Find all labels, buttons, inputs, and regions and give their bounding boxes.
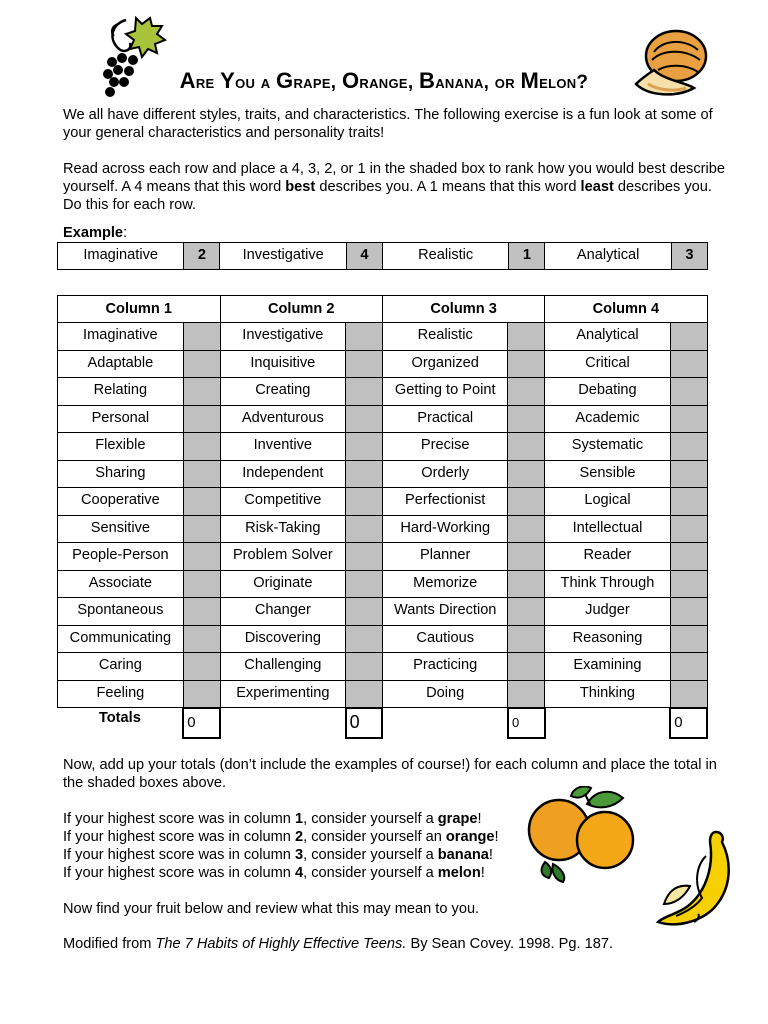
example-score-box: 4 [346,243,382,270]
score-box[interactable] [183,323,220,351]
add-up-paragraph: Now, add up your totals (don’t include the examples of course!) for each column and place the total in the shaded boxes above. [63,757,717,791]
trait-word: Realistic [382,323,508,351]
table-row [58,323,708,351]
result-fruit: grape [437,811,478,827]
total-box-column-4[interactable]: 0 [670,708,707,738]
trait-word: Imaginative [58,323,184,351]
score-box[interactable] [346,598,383,626]
score-box[interactable] [670,405,707,433]
trait-word: Personal [58,405,184,433]
score-box[interactable] [670,378,707,406]
trait-word: Organized [382,350,508,378]
score-box[interactable] [346,515,383,543]
intro-paragraph: We all have different styles, traits, and characteristics. The following exercise is a fun look at some of your general characteristics and personality traits! [63,107,713,141]
score-box[interactable] [346,460,383,488]
score-box[interactable] [183,378,220,406]
score-box[interactable] [183,543,220,571]
column-header: Column 1 [58,296,221,323]
result-text: ! [477,811,482,827]
column-header: Column 3 [382,296,544,323]
ranking-table [57,295,708,739]
result-column: 3 [294,847,304,863]
trait-word: Planner [382,543,508,571]
table-row [58,680,708,708]
trait-word: Competitive [220,488,346,516]
score-box[interactable] [670,543,707,571]
score-box[interactable] [183,433,220,461]
score-box[interactable] [670,433,707,461]
totals-spacer [382,708,508,738]
score-box[interactable] [508,405,545,433]
score-box[interactable] [346,378,383,406]
trait-word: Problem Solver [220,543,346,571]
trait-word: Hard-Working [382,515,508,543]
result-column: 4 [294,865,304,881]
trait-word: Practicing [382,653,508,681]
trait-word: Changer [220,598,346,626]
example-row [58,243,708,270]
trait-word: Flexible [58,433,184,461]
score-box[interactable] [508,378,545,406]
instructions-emphasis: best [285,179,316,195]
title-initial: Y [220,68,236,93]
citation-book-title: The 7 Habits of Highly Effective Teens. [155,936,407,952]
score-box[interactable] [183,653,220,681]
column-header: Column 2 [220,296,382,323]
example-word: Realistic [382,243,508,270]
trait-word: Experimenting [220,680,346,708]
title-initial: O [341,68,360,93]
trait-word: Getting to Point [382,378,508,406]
table-row [58,543,708,571]
trait-word: Communicating [58,625,184,653]
trait-word: Spontaneous [58,598,184,626]
trait-word: Intellectual [545,515,670,543]
trait-word: Perfectionist [382,488,508,516]
title-initial: M [520,68,540,93]
score-box[interactable] [508,515,545,543]
example-score-box: 1 [509,243,545,270]
score-box[interactable] [508,570,545,598]
example-label [63,225,127,241]
score-box[interactable] [183,570,220,598]
table-row [58,433,708,461]
table-row [58,570,708,598]
score-box[interactable] [670,323,707,351]
table-row [58,378,708,406]
trait-word: Originate [220,570,346,598]
result-fruit: banana [437,847,489,863]
score-box[interactable] [346,350,383,378]
table-row [58,598,708,626]
instructions-text: describes you. Do this for each row. [63,179,712,213]
score-box[interactable] [508,598,545,626]
score-box[interactable] [508,488,545,516]
total-box-column-1[interactable]: 0 [183,708,220,738]
example-colon: : [123,225,128,241]
find-fruit-paragraph: Now find your fruit below and review what this may mean to you. [63,901,480,917]
score-box[interactable] [183,460,220,488]
trait-word: Cooperative [58,488,184,516]
score-box[interactable] [508,433,545,461]
score-box[interactable] [508,323,545,351]
totals-spacer [220,708,346,738]
result-text: , consider yourself a [303,847,438,863]
trait-word: Judger [545,598,670,626]
score-box[interactable] [183,680,220,708]
result-line [63,846,533,864]
result-text: , consider yourself a [303,865,438,881]
trait-word: Adventurous [220,405,346,433]
table-row [58,350,708,378]
trait-word: Inventive [220,433,346,461]
score-box[interactable] [508,543,545,571]
trait-word: Independent [220,460,346,488]
trait-word: Adaptable [58,350,184,378]
result-fruit: orange [445,829,495,845]
oranges-icon [525,786,645,886]
trait-word: Wants Direction [382,598,508,626]
score-box[interactable] [508,460,545,488]
table-row [58,653,708,681]
trait-word: Feeling [58,680,184,708]
score-box[interactable] [346,653,383,681]
trait-word: Relating [58,378,184,406]
table-header-row [58,296,708,323]
score-box[interactable] [346,680,383,708]
result-text: If your highest score was in column [63,811,295,827]
trait-word: Examining [545,653,670,681]
instructions-emphasis: least [580,179,614,195]
score-box[interactable] [346,488,383,516]
trait-word: Sharing [58,460,184,488]
trait-word: Critical [545,350,670,378]
score-box[interactable] [508,680,545,708]
score-box[interactable] [183,488,220,516]
totals-row [58,708,708,738]
trait-word: Investigative [220,323,346,351]
result-text: ! [480,865,485,881]
trait-word: Systematic [545,433,670,461]
score-box[interactable] [183,625,220,653]
title-text: ou a [235,72,277,93]
trait-word: Academic [545,405,670,433]
result-line [63,810,533,828]
results-list [63,810,533,882]
result-text: , consider yourself an [303,829,446,845]
total-box-column-3[interactable]: 0 [508,708,545,738]
trait-word: Thinking [545,680,670,708]
trait-word: Reasoning [545,625,670,653]
trait-word: Logical [545,488,670,516]
title-text: anana, or [435,72,521,93]
example-table [57,242,708,270]
trait-word: Reader [545,543,670,571]
trait-word: Think Through [545,570,670,598]
column-header: Column 4 [545,296,707,323]
score-box[interactable] [346,433,383,461]
result-column: 1 [294,811,304,827]
trait-word: Memorize [382,570,508,598]
table-row [58,515,708,543]
score-box[interactable] [670,350,707,378]
trait-word: Debating [545,378,670,406]
example-label-text: Example [63,225,124,241]
title-text: range, [359,72,419,93]
score-box[interactable] [670,460,707,488]
trait-word: Precise [382,433,508,461]
trait-word: Sensible [545,460,670,488]
table-body [58,323,708,708]
instructions-text: describes you. A 1 means that this word [315,179,581,195]
trait-word: Doing [382,680,508,708]
citation-text: By Sean Covey. 1998. Pg. 187. [406,936,614,952]
trait-word: Discovering [220,625,346,653]
example-word: Investigative [220,243,346,270]
totals-spacer [545,708,670,738]
title-initial: G [276,68,294,93]
result-column: 2 [294,829,304,845]
score-box[interactable] [508,625,545,653]
score-box[interactable] [183,515,220,543]
score-box[interactable] [346,323,383,351]
trait-word: Cautious [382,625,508,653]
score-box[interactable] [508,350,545,378]
result-text: If your highest score was in column [63,865,295,881]
trait-word: Caring [58,653,184,681]
score-box[interactable] [670,570,707,598]
title-text: re [195,72,221,93]
score-box[interactable] [670,680,707,708]
result-text: If your highest score was in column [63,829,295,845]
table-row [58,625,708,653]
result-line [63,828,533,846]
score-box[interactable] [670,625,707,653]
citation-text: Modified from [63,936,156,952]
title-text: elon? [539,72,589,93]
example-score-box: 3 [671,243,707,270]
result-text: If your highest score was in column [63,847,295,863]
trait-word: Inquisitive [220,350,346,378]
result-line [63,864,533,882]
page-title [0,68,768,94]
instructions-paragraph [63,160,733,214]
title-text: rape, [293,72,342,93]
trait-word: Challenging [220,653,346,681]
score-box[interactable] [670,488,707,516]
trait-word: Creating [220,378,346,406]
score-box[interactable] [183,598,220,626]
banana-icon [650,826,740,930]
trait-word: People-Person [58,543,184,571]
result-text: ! [494,829,499,845]
instructions-text: Read across each row and place a 4, 3, 2, or 1 in the shaded box to rank how you would best describe yourself. A 4 means that this word [63,161,725,195]
example-word: Imaginative [58,243,184,270]
totals-label: Totals [98,710,141,726]
trait-word: Practical [382,405,508,433]
score-box[interactable] [346,543,383,571]
example-score-box: 2 [184,243,220,270]
score-box[interactable] [183,350,220,378]
table-row [58,488,708,516]
score-box[interactable] [670,653,707,681]
citation [63,935,733,953]
result-fruit: melon [437,865,481,881]
total-box-column-2[interactable]: 0 [346,708,383,738]
score-box[interactable] [670,598,707,626]
table-row [58,405,708,433]
score-box[interactable] [346,625,383,653]
result-text: , consider yourself a [303,811,438,827]
score-box[interactable] [183,405,220,433]
trait-word: Risk-Taking [220,515,346,543]
score-box[interactable] [346,570,383,598]
title-initial: B [418,68,436,93]
example-word: Analytical [545,243,671,270]
table-row [58,460,708,488]
trait-word: Orderly [382,460,508,488]
title-initial: A [179,68,196,93]
trait-word: Associate [58,570,184,598]
trait-word: Analytical [545,323,670,351]
score-box[interactable] [346,405,383,433]
score-box[interactable] [508,653,545,681]
trait-word: Sensitive [58,515,184,543]
result-text: ! [488,847,493,863]
score-box[interactable] [670,515,707,543]
